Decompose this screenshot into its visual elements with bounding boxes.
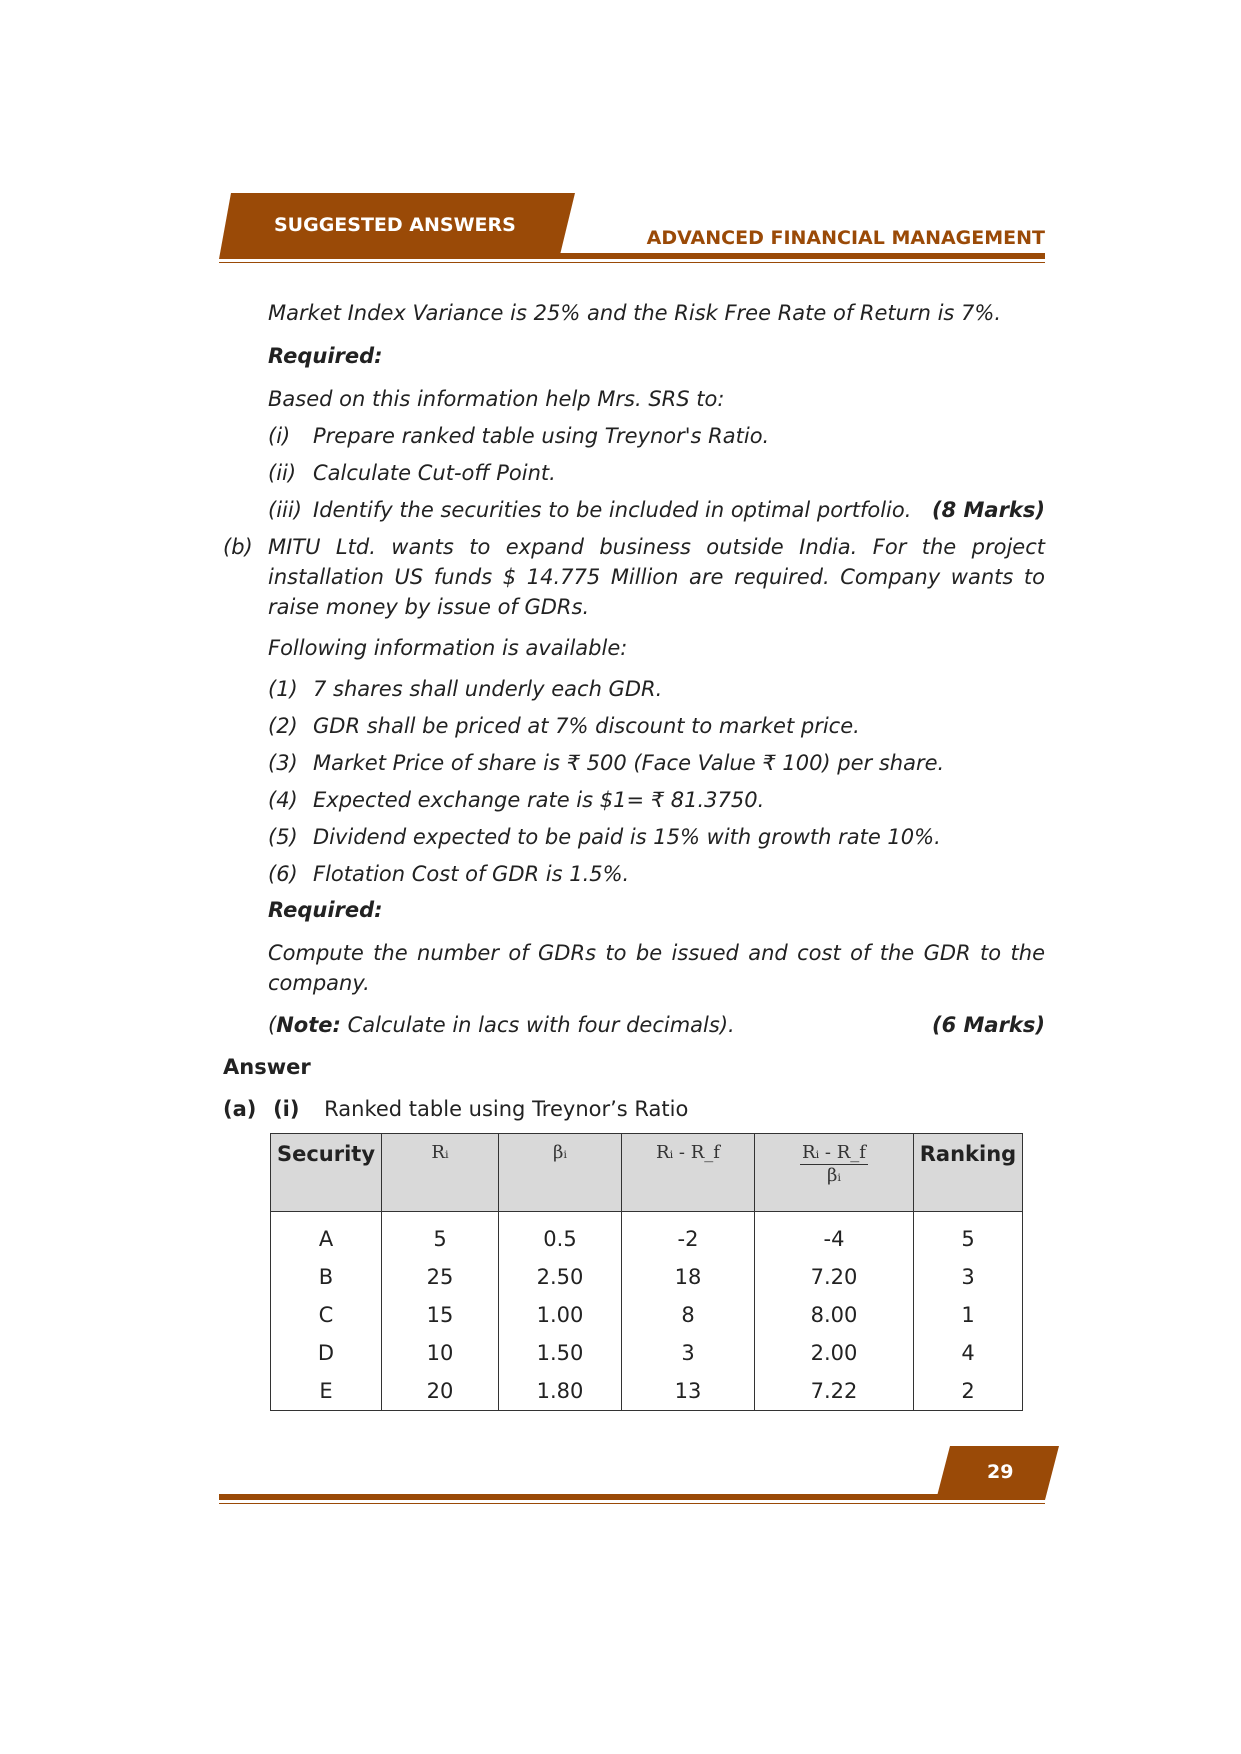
- based-on-text: Based on this information help Mrs. SRS to:: [268, 387, 725, 411]
- cell-beta: 0.5: [499, 1212, 622, 1259]
- list-item-number: (i): [268, 424, 291, 448]
- cell-ratio: 2.00: [755, 1334, 914, 1372]
- cell-security: C: [271, 1296, 382, 1334]
- table-row: [271, 1296, 1023, 1334]
- cell-ri: 20: [382, 1372, 499, 1411]
- cell-ri: 25: [382, 1258, 499, 1296]
- note-label: Note:: [276, 1013, 341, 1037]
- footer-rule: [219, 1494, 949, 1500]
- cell-ratio: 8.00: [755, 1296, 914, 1334]
- question-b-text: MITU Ltd. wants to expand business outside India. For the project installation US funds $ 14.775 Million are required. Company wants to raise money by issue of GDRs.: [268, 535, 1045, 619]
- cell-ri: 10: [382, 1334, 499, 1372]
- cell-rank: 1: [914, 1296, 1023, 1334]
- part-label: (a): [223, 1097, 257, 1121]
- cell-beta: 1.80: [499, 1372, 622, 1411]
- cell-security: D: [271, 1334, 382, 1372]
- table-row: [271, 1212, 1023, 1259]
- compute-text: Compute the number of GDRs to be issued and cost of the GDR to the company.: [268, 941, 1045, 995]
- note-paren: (: [268, 1013, 277, 1037]
- table-header-row: [271, 1134, 1023, 1212]
- header-thin-rule: [219, 262, 1045, 263]
- list-item-number: (2): [268, 714, 298, 738]
- header-security: Security: [271, 1134, 382, 1212]
- list-item-number: (4): [268, 788, 298, 812]
- marks-b: (6 Marks): [931, 1013, 1045, 1037]
- cell-beta: 1.50: [499, 1334, 622, 1372]
- list-item-text: Dividend expected to be paid is 15% with growth rate 10%.: [313, 825, 941, 849]
- cell-rank: 3: [914, 1258, 1023, 1296]
- cell-security: A: [271, 1212, 382, 1259]
- cell-rank: 5: [914, 1212, 1023, 1259]
- treynor-table: [270, 1133, 1023, 1411]
- header-ri: Rᵢ: [382, 1134, 499, 1212]
- cell-excess: 8: [622, 1296, 755, 1334]
- answer-subheading: [223, 1097, 688, 1121]
- cell-ratio: 7.22: [755, 1372, 914, 1411]
- list-item-text: Expected exchange rate is $1= ₹ 81.3750.: [313, 788, 765, 812]
- list-item-text: Flotation Cost of GDR is 1.5%.: [313, 862, 630, 886]
- list-item: [268, 674, 662, 704]
- intro-text: Market Index Variance is 25% and the Risk Free Rate of Return is 7%.: [268, 301, 1002, 325]
- table-row: [271, 1372, 1023, 1411]
- cell-excess: 13: [622, 1372, 755, 1411]
- cell-ratio: 7.20: [755, 1258, 914, 1296]
- required-heading-b: Required:: [268, 898, 383, 922]
- footer-thin-rule: [219, 1503, 1045, 1504]
- header-beta: βᵢ: [499, 1134, 622, 1212]
- list-item: [268, 495, 911, 525]
- sub-title: Ranked table using Treynor’s Ratio: [324, 1097, 689, 1121]
- cell-ratio: -4: [755, 1212, 914, 1259]
- answer-heading: Answer: [223, 1055, 311, 1079]
- cell-beta: 1.00: [499, 1296, 622, 1334]
- list-item: [268, 748, 944, 778]
- page-number: 29: [987, 1461, 1014, 1483]
- cell-rank: 2: [914, 1372, 1023, 1411]
- cell-beta: 2.50: [499, 1258, 622, 1296]
- list-item-number: (5): [268, 825, 298, 849]
- list-item-text: GDR shall be priced at 7% discount to market price.: [313, 714, 860, 738]
- sub-label: (i): [273, 1097, 300, 1121]
- list-item: [268, 711, 860, 741]
- list-item-number: (6): [268, 862, 298, 886]
- list-item-number: (1): [268, 677, 298, 701]
- cell-excess: 18: [622, 1258, 755, 1296]
- note-text: [268, 1010, 735, 1040]
- required-heading: Required:: [268, 344, 383, 368]
- list-item-number: (3): [268, 751, 298, 775]
- table-row: [271, 1334, 1023, 1372]
- cell-security: B: [271, 1258, 382, 1296]
- note-body: Calculate in lacs with four decimals).: [340, 1013, 735, 1037]
- following-text: Following information is available:: [268, 636, 628, 660]
- list-item-text: Calculate Cut-off Point.: [313, 461, 556, 485]
- list-item: [268, 421, 769, 451]
- ratio-denominator: βᵢ: [826, 1165, 842, 1186]
- header-rule: [559, 253, 1045, 259]
- header-excess-return: Rᵢ - R_f: [622, 1134, 755, 1212]
- header-tab-label: SUGGESTED ANSWERS: [274, 214, 516, 236]
- cell-excess: -2: [622, 1212, 755, 1259]
- cell-ri: 5: [382, 1212, 499, 1259]
- cell-rank: 4: [914, 1334, 1023, 1372]
- list-item-number: (iii): [268, 498, 302, 522]
- header-treynor-ratio: [755, 1134, 914, 1212]
- ratio-numerator: Rᵢ - R_f: [802, 1142, 866, 1163]
- list-item-text: Market Price of share is ₹ 500 (Face Value ₹ 100) per share.: [313, 751, 945, 775]
- list-item: [268, 458, 556, 488]
- list-item-text: Prepare ranked table using Treynor's Ratio.: [313, 424, 770, 448]
- list-item-text: Identify the securities to be included in optimal portfolio.: [313, 498, 912, 522]
- marks-a: (8 Marks): [931, 498, 1045, 522]
- list-item-number: (ii): [268, 461, 297, 485]
- header-title: ADVANCED FINANCIAL MANAGEMENT: [646, 227, 1045, 249]
- table-row: [271, 1258, 1023, 1296]
- cell-ri: 15: [382, 1296, 499, 1334]
- list-item-text: 7 shares shall underly each GDR.: [313, 677, 663, 701]
- list-item: [268, 859, 629, 889]
- cell-excess: 3: [622, 1334, 755, 1372]
- list-item: [268, 785, 764, 815]
- cell-security: E: [271, 1372, 382, 1411]
- list-item: [268, 822, 941, 852]
- header-ranking: Ranking: [914, 1134, 1023, 1212]
- question-b-label: (b): [223, 535, 253, 559]
